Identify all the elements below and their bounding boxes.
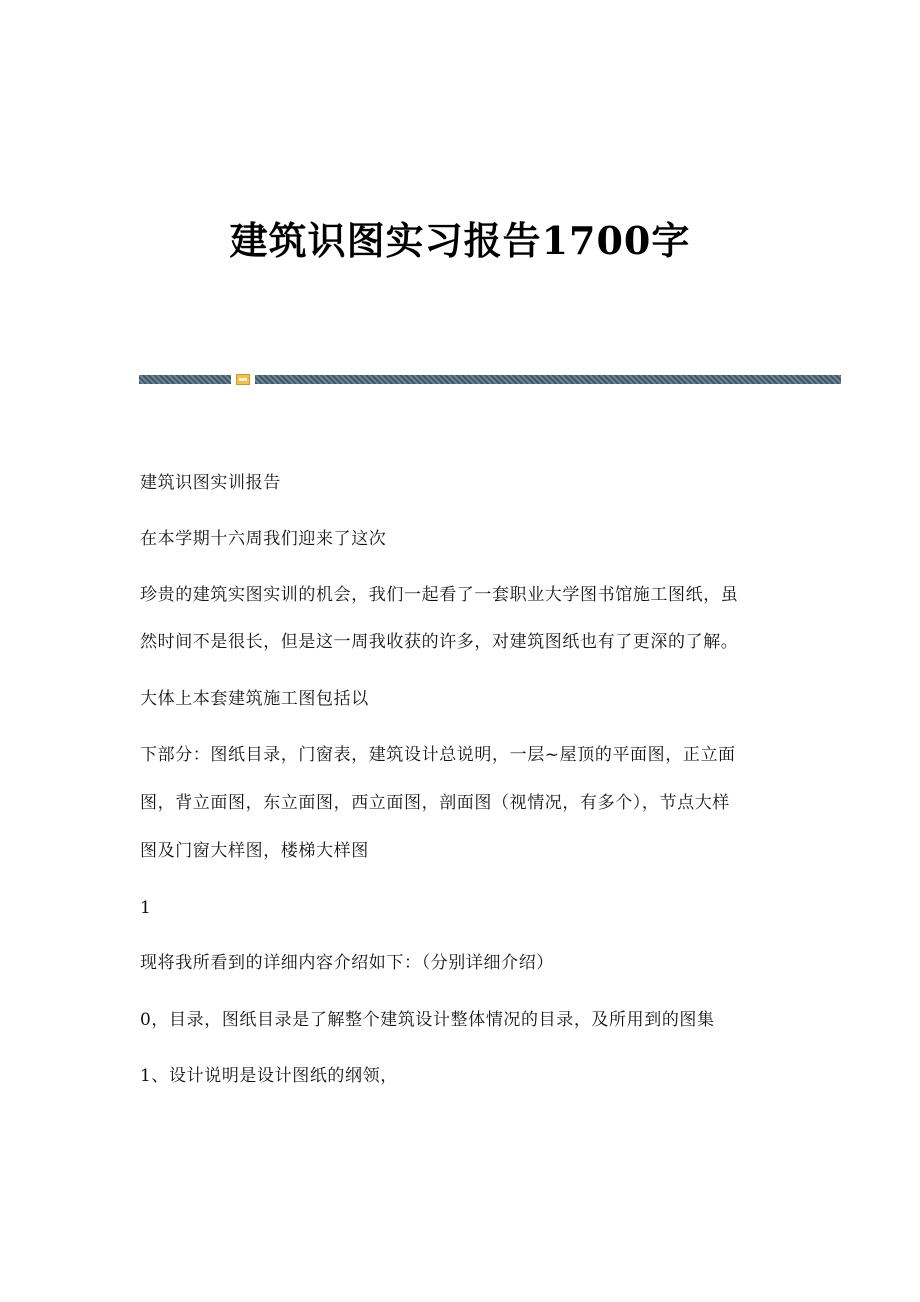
body-line: 1、设计说明是设计图纸的纲领， [140,1066,398,1086]
page-number-text: 1 [140,898,152,918]
body-line: 下部分：图纸目录，门窗表，建筑设计总说明，一层~屋顶的平面图，正立面 [140,745,736,765]
body-line-heading: 建筑识图实训报告 [140,473,281,493]
body-line: 图，背立面图，东立面图，西立面图，剖面图（视情况，有多个），节点大样 [140,793,730,813]
body-line: 0，目录，图纸目录是了解整个建筑设计整体情况的目录，及所用到的图集 [140,1010,715,1030]
body-line: 珍贵的建筑实图实训的机会，我们一起看了一套职业大学图书馆施工图纸，虽 [140,585,739,605]
document-title: 建筑识图实习报告1700字 [229,218,691,263]
divider-left-bar [139,375,231,384]
body-line: 然时间不是很长，但是这一周我收获的许多，对建筑图纸也有了更深的了解。 [140,632,739,652]
divider-emblem-icon [236,374,250,385]
title-divider [139,375,841,384]
body-line: 大体上本套建筑施工图包括以 [140,689,369,709]
body-line: 图及门窗大样图，楼梯大样图 [140,841,369,861]
divider-right-bar [255,375,841,384]
body-line: 在本学期十六周我们迎来了这次 [140,529,387,549]
body-line: 现将我所看到的详细内容介绍如下：（分别详细介绍） [140,953,554,973]
